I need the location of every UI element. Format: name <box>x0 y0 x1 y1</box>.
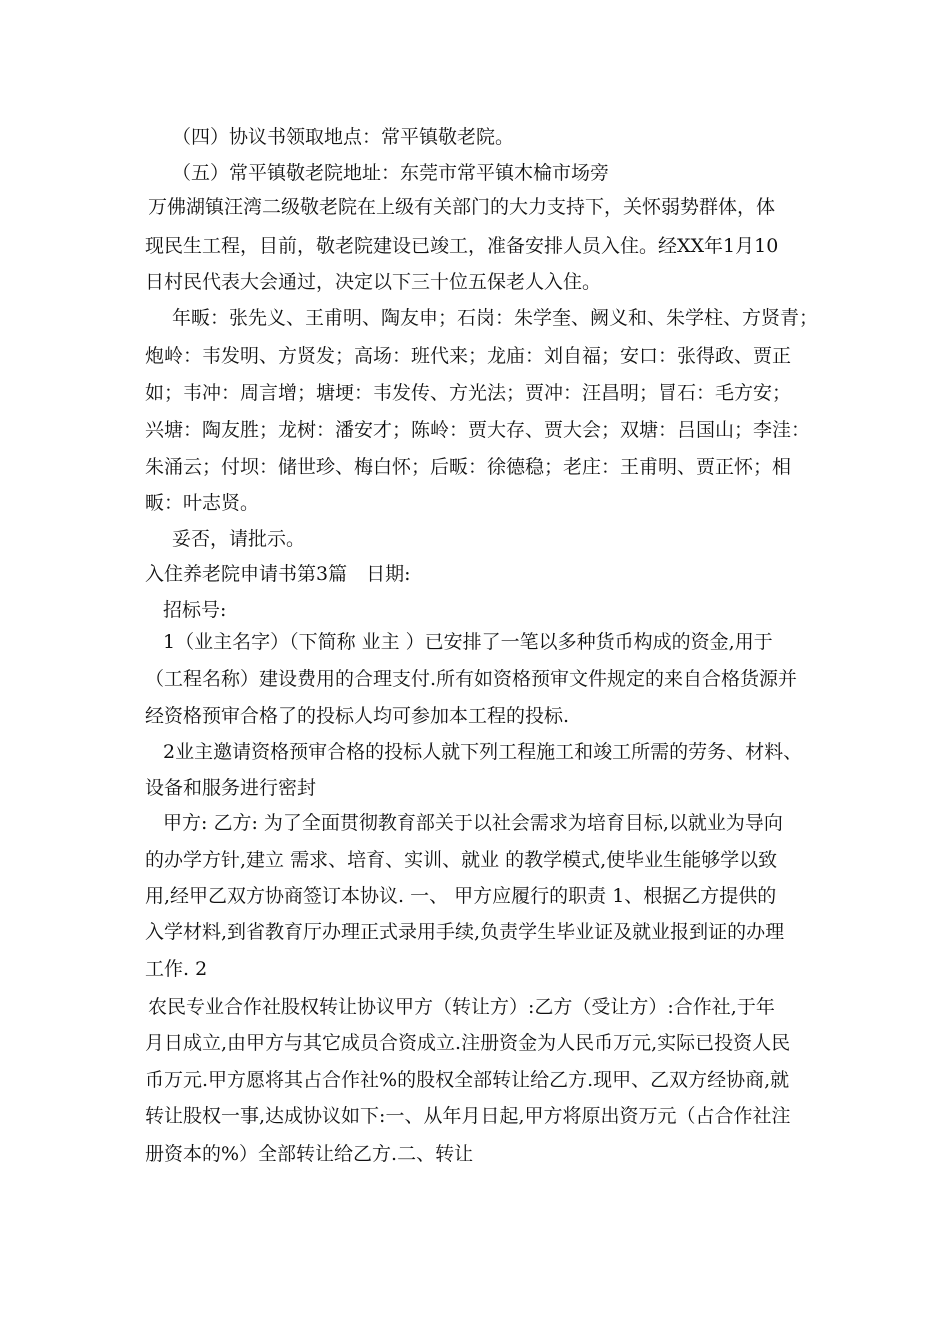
text-line: 币万元.甲方愿将其占合作社%的股权全部转让给乙方.现甲、乙双方经协商,就 <box>145 1069 790 1091</box>
text-line: 转让股权一事,达成协议如下:一、从年月日起,甲方将原出资万元（占合作社注 <box>145 1105 791 1127</box>
text-line: 册资本的%）全部转让给乙方.二、转让 <box>145 1143 474 1165</box>
text-line: 入学材料,到省教育厅办理正式录用手续,负责学生毕业证及就业报到证的办理 <box>145 921 785 943</box>
text-line: 用,经甲乙双方协商签订本协议. 一、 甲方应履行的职责 1、根据乙方提供的 <box>145 885 777 907</box>
text-line: （工程名称）建设费用的合理支付.所有如资格预审文件规定的来自合格货源并 <box>145 668 798 690</box>
text-line: 2业主邀请资格预审合格的投标人就下列工程施工和竣工所需的劳务、材料、 <box>163 741 803 763</box>
text-line: （四）协议书领取地点：常平镇敬老院。 <box>172 126 515 148</box>
text-line: 1（业主名字）（下简称 业主 ）已安排了一笔以多种货币构成的资金,用于 <box>163 631 773 653</box>
text-line: 如；韦冲：周言增；塘埂：韦发传、方光法；贾冲：汪昌明；冒石：毛方安； <box>145 382 792 404</box>
text-line: 月日成立,由甲方与其它成员合资成立.注册资金为人民币万元,实际已投资人民 <box>145 1032 791 1054</box>
text-line: 妥否，请批示。 <box>172 528 306 550</box>
text-line: 万佛湖镇汪湾二级敬老院在上级有关部门的大力支持下，关怀弱势群体，体 <box>148 196 776 218</box>
text-line: 兴塘：陶友胜；龙树：潘安才；陈岭：贾大存、贾大会；双塘：吕国山；李洼： <box>145 419 811 441</box>
text-line: 设备和服务进行密封 <box>145 777 317 799</box>
text-line: 畈：叶志贤。 <box>145 492 260 514</box>
text-line: 甲方: 乙方: 为了全面贯彻教育部关于以社会需求为培育目标,以就业为导向 <box>163 812 783 834</box>
text-line: 农民专业合作社股权转让协议甲方（转让方）:乙方（受让方）:合作社,于年 <box>148 996 775 1018</box>
text-line: 年畈：张先义、王甫明、陶友申；石岗：朱学奎、阙义和、朱学柱、方贤青； <box>172 307 819 329</box>
text-line: 工作. 2 <box>145 958 208 980</box>
text-line: 经资格预审合格了的投标人均可参加本工程的投标. <box>145 705 570 727</box>
text-line: 招标号: <box>163 599 227 621</box>
text-line: 朱涌云；付坝：储世珍、梅白怀；后畈：徐德稳；老庄：王甫明、贾正怀；相 <box>145 456 792 478</box>
text-line: 日村民代表大会通过，决定以下三十位五保老人入住。 <box>145 271 602 293</box>
text-line: 炮岭：韦发明、方贤发；高场：班代来；龙庙：刘自福；安口：张得政、贾正 <box>145 345 792 367</box>
section-heading: 入住养老院申请书第3篇 日期: <box>145 563 411 585</box>
text-line: （五）常平镇敬老院地址：东莞市常平镇木棆市场旁 <box>172 162 610 184</box>
text-line: 现民生工程，目前，敬老院建设已竣工，准备安排人员入住。经XX年1月10 <box>145 235 779 257</box>
text-line: 的办学方针,建立 需求、培育、实训、就业 的教学模式,使毕业生能够学以致 <box>145 849 778 871</box>
